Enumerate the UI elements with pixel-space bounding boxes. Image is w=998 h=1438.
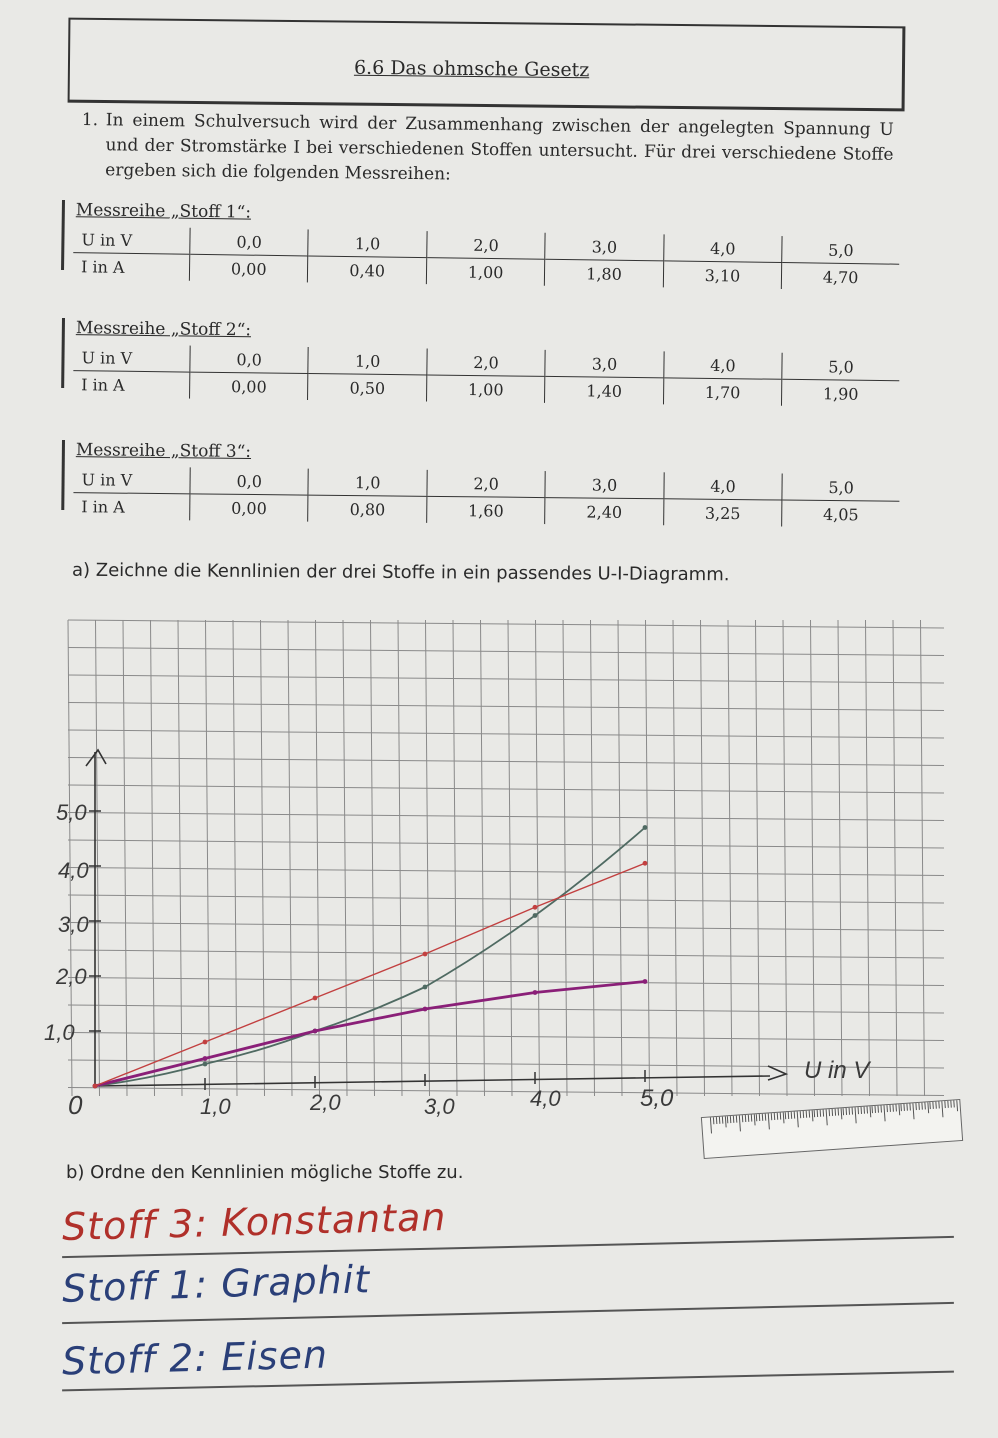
u-cell: 1,0: [308, 347, 427, 375]
grid-line: [866, 620, 870, 1096]
u-cell: 0,0: [190, 346, 309, 374]
y-tick-label: 1,0: [44, 1020, 75, 1045]
grid-line: [316, 620, 320, 1096]
grid-line: [536, 620, 540, 1096]
u-cell: 1,0: [308, 469, 427, 497]
u-cell: 3,0: [545, 471, 664, 499]
u-header: U in V: [73, 466, 190, 494]
i-cell: 4,70: [782, 263, 900, 291]
i-cell: 1,00: [426, 258, 545, 286]
data-point: [533, 905, 538, 910]
i-cell: 0,00: [190, 372, 309, 400]
u-cell: 3,0: [545, 350, 664, 378]
u-cell: 5,0: [782, 474, 900, 502]
grid-line: [591, 620, 595, 1096]
grid-line: [68, 978, 944, 986]
data-point: [423, 985, 428, 990]
grid-line: [233, 620, 237, 1096]
grid-line: [838, 620, 842, 1096]
y-tick-label: 3,0: [58, 912, 89, 937]
answer-stoff-3: Stoff 3: Konstantan: [61, 1194, 447, 1250]
u-cell: 1,0: [308, 229, 427, 257]
i-header: I in A: [80, 256, 125, 277]
grid-line: [371, 620, 375, 1096]
data-point: [203, 1062, 208, 1067]
answer-stoff-2: Stoff 2: Eisen: [61, 1332, 329, 1384]
u-header: U in V: [73, 344, 190, 372]
data-point: [423, 952, 428, 957]
u-header: U in V: [73, 226, 190, 254]
grid-line: [68, 1033, 944, 1041]
diagram-axes: [86, 750, 786, 1088]
grid-line: [701, 620, 705, 1096]
x-tick-label: 4,0: [530, 1086, 561, 1111]
x-axis-arrow: [768, 1066, 786, 1080]
grid-line: [68, 730, 944, 738]
u-cell: 5,0: [782, 236, 900, 264]
u-cell: 3,0: [545, 233, 664, 261]
data-point: [203, 1056, 208, 1061]
i-cell: 1,00: [426, 375, 545, 403]
x-tick-label: 1,0: [200, 1094, 231, 1119]
i-cell: 0,40: [308, 256, 427, 284]
u-cell: 4,0: [663, 234, 782, 262]
x-tick-label: 3,0: [424, 1094, 455, 1119]
grid-line: [206, 620, 210, 1096]
u-cell: 2,0: [427, 231, 546, 259]
grid-line: [123, 620, 127, 1096]
grid-line: [673, 620, 677, 1096]
diagram-curves: [93, 825, 648, 1088]
data-point: [203, 1040, 208, 1045]
y-tick-label: 5,0: [56, 800, 87, 825]
grid-line: [893, 620, 897, 1096]
u-cell: 0,0: [190, 228, 309, 256]
i-cell: 2,40: [545, 498, 664, 526]
curve-stoff-1: [95, 828, 645, 1087]
u-cell: 5,0: [782, 353, 900, 381]
x-axis-label: U in V: [804, 1057, 870, 1084]
data-point: [93, 1084, 98, 1089]
grid-line: [756, 620, 760, 1096]
grid-line: [563, 620, 567, 1096]
answer-stoff-1: Stoff 1: Graphit: [61, 1257, 371, 1311]
data-point: [643, 979, 648, 984]
grid-line: [618, 620, 622, 1096]
u-cell: 2,0: [427, 348, 546, 376]
grid-line: [426, 620, 430, 1096]
data-point: [643, 861, 648, 866]
grid-line: [96, 620, 100, 1096]
grid-line: [68, 703, 944, 711]
x-tick-label: 2,0: [310, 1090, 341, 1115]
series-label: Messreihe „Stoff 1“:: [75, 200, 252, 223]
y-tick-label: 4,0: [58, 858, 89, 883]
grid-line: [398, 620, 402, 1096]
i-cell: 3,10: [663, 261, 782, 289]
grid-line: [811, 620, 815, 1096]
grid-line: [68, 620, 944, 628]
grid-line: [261, 620, 265, 1096]
data-point: [423, 1007, 428, 1012]
grid-line: [68, 950, 944, 958]
grid-line: [68, 675, 944, 683]
i-cell: 0,50: [308, 374, 427, 402]
i-cell: 1,80: [545, 259, 664, 287]
series-label: Messreihe „Stoff 3“:: [75, 440, 252, 462]
data-point: [643, 825, 648, 830]
u-cell: 2,0: [427, 470, 546, 498]
i-cell: 1,40: [545, 376, 664, 404]
grid-line: [921, 620, 925, 1096]
grid-line: [646, 620, 650, 1096]
i-header: I in A: [81, 496, 125, 517]
graph-paper-grid: [68, 620, 944, 1096]
i-cell: 0,00: [189, 254, 308, 282]
grid-line: [508, 620, 512, 1096]
grid-line: [783, 620, 787, 1096]
grid-line: [453, 620, 457, 1096]
i-cell: 0,00: [190, 494, 309, 522]
task-text: In einem Schulversuch wird der Zusammenhang zwischen der angelegten Spannung U und der Stromstärke I bei verschiedenen Stoffen untersucht. Für drei verschiedene Stoffe ergeben sich die folgenden Messreihen:: [105, 110, 894, 185]
x-tick-label: 5,0: [640, 1085, 674, 1112]
i-cell: 0,80: [308, 495, 427, 523]
data-point: [313, 996, 318, 1001]
grid-line: [178, 620, 182, 1096]
task-a-prompt: a) Zeichne die Kennlinien der drei Stoffe in ein passendes U-I-Diagramm.: [71, 559, 730, 586]
u-cell: 4,0: [664, 472, 783, 500]
grid-line: [68, 785, 944, 793]
u-cell: 4,0: [664, 351, 783, 379]
grid-line: [68, 1005, 944, 1013]
grid-line: [728, 620, 732, 1096]
i-cell: 1,70: [663, 378, 782, 406]
grid-line: [151, 620, 155, 1096]
i-cell: 1,90: [782, 379, 900, 407]
y-tick-label: 2,0: [56, 964, 87, 989]
series-label: Messreihe „Stoff 2“:: [75, 318, 252, 341]
task-b-prompt: b) Ordne den Kennlinien mögliche Stoffe zu.: [66, 1162, 464, 1183]
data-point: [533, 990, 538, 995]
curve-stoff-3: [95, 863, 645, 1086]
u-cell: 0,0: [190, 467, 309, 495]
page-title: 6.6 Das ohmsche Gesetz: [353, 56, 590, 82]
origin-label: 0: [68, 1090, 83, 1120]
grid-line: [68, 648, 944, 656]
i-cell: 4,05: [782, 500, 900, 528]
data-point: [313, 1029, 318, 1034]
i-header: I in A: [81, 374, 125, 395]
grid-line: [288, 620, 292, 1096]
data-point: [533, 913, 538, 918]
task-number: 1.: [81, 109, 99, 131]
grid-line: [68, 758, 944, 766]
i-cell: 1,60: [427, 496, 546, 524]
i-cell: 3,25: [663, 499, 782, 527]
grid-line: [481, 620, 485, 1096]
